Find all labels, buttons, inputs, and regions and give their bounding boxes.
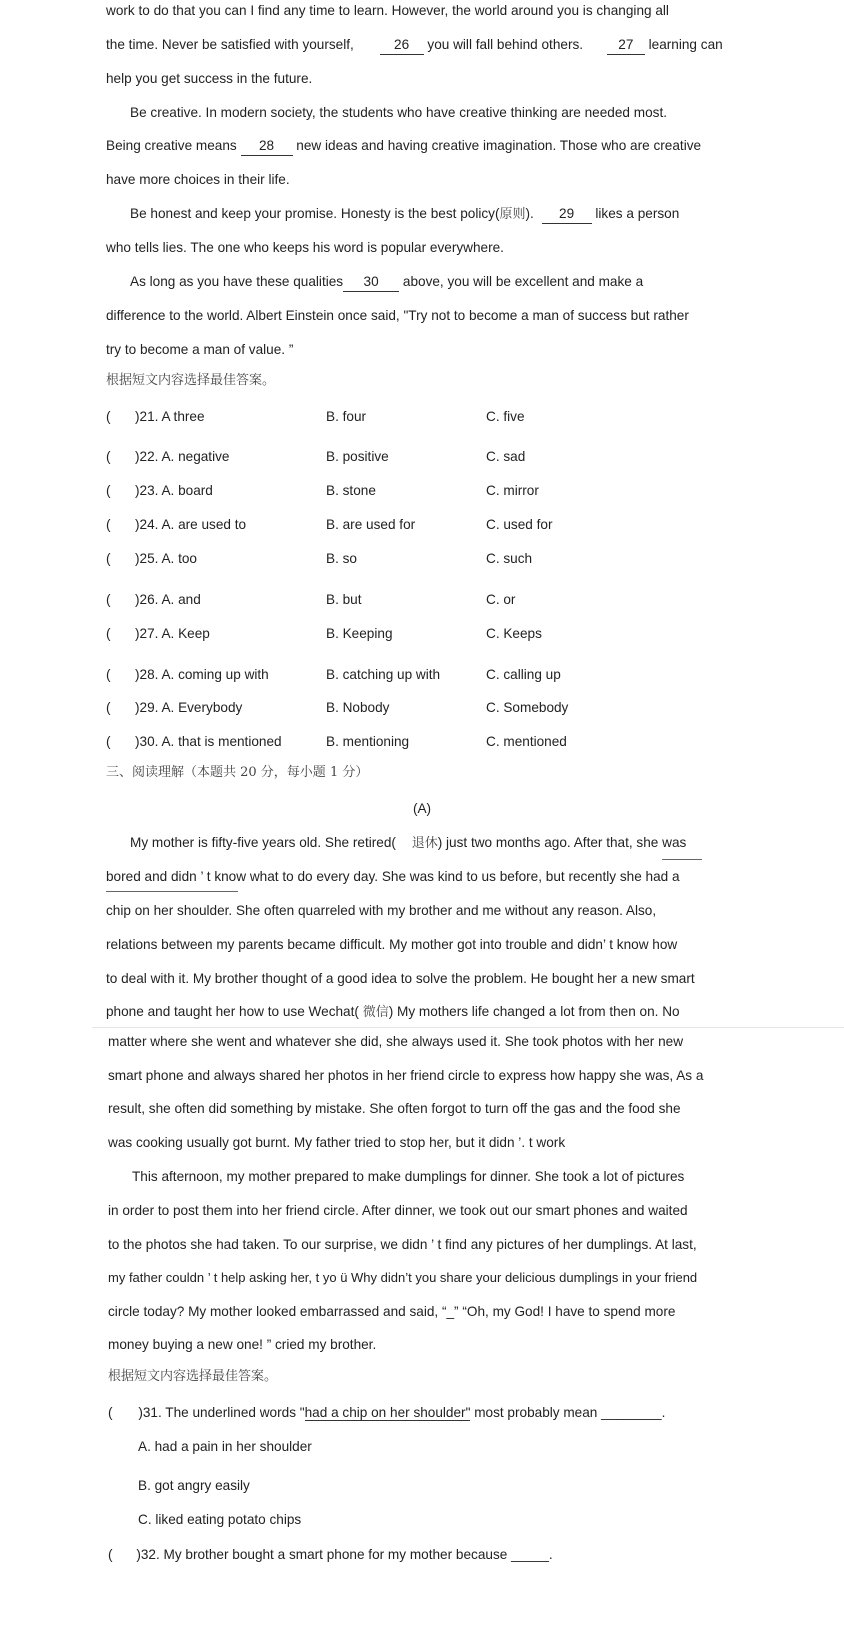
- option-a: )23. A. board: [135, 483, 213, 498]
- passage-line: money buying a new one! ” cried my brother.: [108, 1337, 377, 1352]
- passage-line: [106, 205, 732, 224]
- answer-paren: (: [106, 551, 111, 566]
- option-c: C. used for: [486, 517, 553, 532]
- passage-text: Be honest and keep your promise. Honesty is the best policy(: [130, 206, 500, 221]
- option-c: C. liked eating potato chips: [138, 1512, 302, 1527]
- instruction: 根据短文内容选择最佳答案。: [108, 1369, 278, 1384]
- answer-paren: (: [106, 667, 111, 682]
- passage-line: try to become a man of value. ”: [106, 342, 294, 357]
- passage-text: My mother is fifty-five years old. She retired(: [130, 835, 396, 850]
- passage-line: result, she often did something by mistake. She often forgot to turn off the gas and the food she: [108, 1101, 681, 1116]
- passage-text: ) just two months ago. After that, she was: [437, 835, 687, 850]
- option-c: C. calling up: [486, 667, 561, 682]
- chinese-gloss: 原则: [499, 207, 526, 222]
- question-stem: )31. The underlined words ": [138, 1405, 305, 1420]
- question-31: [108, 1404, 734, 1422]
- passage-text: learning can: [648, 37, 723, 52]
- passage-line: was cooking usually got burnt. My father tried to stop her, but it didn ’. t work: [108, 1135, 566, 1150]
- passage-text: phone and taught her how to use Wechat(: [106, 1004, 359, 1019]
- option-a: )29. A. Everybody: [135, 700, 243, 715]
- chinese-gloss: 退休: [411, 836, 438, 851]
- instruction: 根据短文内容选择最佳答案。: [106, 373, 276, 388]
- answer-paren: (: [106, 409, 111, 424]
- passage-line: have more choices in their life.: [106, 172, 290, 187]
- page-fold-line: [92, 1027, 844, 1028]
- blank-27: 27: [607, 36, 645, 55]
- passage-line: to deal with it. My brother thought of a good idea to solve the problem. He bought her a new smart: [106, 971, 695, 986]
- option-b: B. so: [326, 551, 357, 566]
- option-a: )24. A. are used to: [135, 517, 247, 532]
- option-c: C. mirror: [486, 483, 539, 498]
- section-heading: 三、阅读理解（本题共 20 分，每小题 1 分）: [106, 765, 369, 780]
- passage-line: [106, 273, 732, 292]
- passage-line: in order to post them into her friend circle. After dinner, we took out our smart phones and waited: [108, 1203, 688, 1218]
- passage-line: bored and didn ’ t know what to do every day. She was kind to us before, but recently she had a: [106, 869, 680, 884]
- passage-line: matter where she went and whatever she did, she always used it. She took photos with her new: [108, 1034, 684, 1049]
- answer-paren: (: [106, 734, 111, 749]
- underline-mark: [106, 891, 238, 892]
- passage-line: Be creative. In modern society, the students who have creative thinking are needed most.: [130, 105, 667, 120]
- option-b: B. Nobody: [326, 700, 390, 715]
- passage-text: you will fall behind others.: [427, 37, 584, 52]
- passage-text: Being creative means: [106, 138, 237, 153]
- passage-text: As long as you have these qualities: [130, 274, 344, 289]
- answer-paren: (: [106, 626, 111, 641]
- passage-line: [106, 834, 732, 853]
- option-a: )21. A three: [135, 409, 205, 424]
- option-a: )26. A. and: [135, 592, 201, 607]
- question-stem: )32. My brother bought a smart phone for my mother because _____.: [136, 1547, 553, 1562]
- passage-line: [106, 36, 732, 55]
- blank-28: 28: [241, 137, 293, 156]
- passage-text: ).: [525, 206, 534, 221]
- passage-line: work to do that you can I find any time to learn. However, the world around you is changing all: [106, 3, 669, 18]
- blank-29: 29: [542, 205, 592, 224]
- answer-paren: (: [106, 449, 111, 464]
- option-b: B. catching up with: [326, 667, 441, 682]
- passage-line: smart phone and always shared her photos in her friend circle to express how happy she was, As a: [108, 1068, 704, 1083]
- option-b: B. but: [326, 592, 362, 607]
- passage-text: ) My mothers life changed a lot from then on. No: [388, 1004, 680, 1019]
- option-b: B. stone: [326, 483, 376, 498]
- passage-line: who tells lies. The one who keeps his word is popular everywhere.: [106, 240, 504, 255]
- passage-line: [106, 137, 732, 156]
- part-label: (A): [412, 801, 432, 816]
- option-c: C. sad: [486, 449, 526, 464]
- blank-30: 30: [343, 273, 399, 292]
- option-a: )22. A. negative: [135, 449, 230, 464]
- option-c: C. or: [486, 592, 516, 607]
- passage-text: the time. Never be satisfied with yourself,: [106, 37, 354, 52]
- option-a: A. had a pain in her shoulder: [138, 1439, 312, 1454]
- passage-line: help you get success in the future.: [106, 71, 313, 86]
- option-c: C. Somebody: [486, 700, 569, 715]
- option-b: B. mentioning: [326, 734, 410, 749]
- passage-line: to the photos she had taken. To our surprise, we didn ’ t find any pictures of her dumplings. At last,: [108, 1237, 697, 1252]
- answer-paren: (: [106, 592, 111, 607]
- option-c: C. mentioned: [486, 734, 567, 749]
- passage-text: new ideas and having creative imagination. Those who are creative: [296, 138, 702, 153]
- underline-mark: [662, 859, 702, 860]
- option-b: B. Keeping: [326, 626, 393, 641]
- answer-paren: (: [106, 517, 111, 532]
- option-b: B. four: [326, 409, 367, 424]
- passage-line: This afternoon, my mother prepared to make dumplings for dinner. She took a lot of pictures: [132, 1169, 685, 1184]
- question-stem: most probably mean ________.: [470, 1405, 666, 1420]
- option-c: C. such: [486, 551, 533, 566]
- blank-26: 26: [380, 36, 424, 55]
- answer-paren: (: [106, 700, 111, 715]
- option-b: B. are used for: [326, 517, 416, 532]
- option-c: C. Keeps: [486, 626, 542, 641]
- passage-line: my father couldn ’ t help asking her, t yo ü Why didn’t you share your delicious dumplings in your friend: [108, 1270, 698, 1285]
- passage-line: circle today? My mother looked embarrassed and said, “_” “Oh, my God! I have to spend more: [108, 1304, 676, 1319]
- passage-text: likes a person: [595, 206, 680, 221]
- answer-paren: (: [106, 483, 111, 498]
- option-b: B. got angry easily: [138, 1478, 250, 1493]
- passage-line: relations between my parents became difficult. My mother got into trouble and didn’ t know how: [106, 937, 678, 952]
- option-a: )27. A. Keep: [135, 626, 210, 641]
- option-a: )30. A. that is mentioned: [135, 734, 282, 749]
- option-c: C. five: [486, 409, 525, 424]
- chinese-gloss: 微信: [362, 1005, 389, 1020]
- answer-paren: (: [108, 1547, 113, 1562]
- passage-text: above, you will be excellent and make a: [402, 274, 644, 289]
- underlined-phrase: had a chip on her shoulder": [304, 1405, 471, 1420]
- option-b: B. positive: [326, 449, 389, 464]
- passage-line: difference to the world. Albert Einstein once said, "Try not to become a man of success but rather: [106, 308, 689, 323]
- option-a: )28. A. coming up with: [135, 667, 269, 682]
- option-a: )25. A. too: [135, 551, 197, 566]
- passage-line: chip on her shoulder. She often quarreled with my brother and me without any reason. Also,: [106, 903, 657, 918]
- answer-paren: (: [108, 1405, 113, 1420]
- passage-line: [106, 1003, 732, 1022]
- question-32: [108, 1546, 734, 1564]
